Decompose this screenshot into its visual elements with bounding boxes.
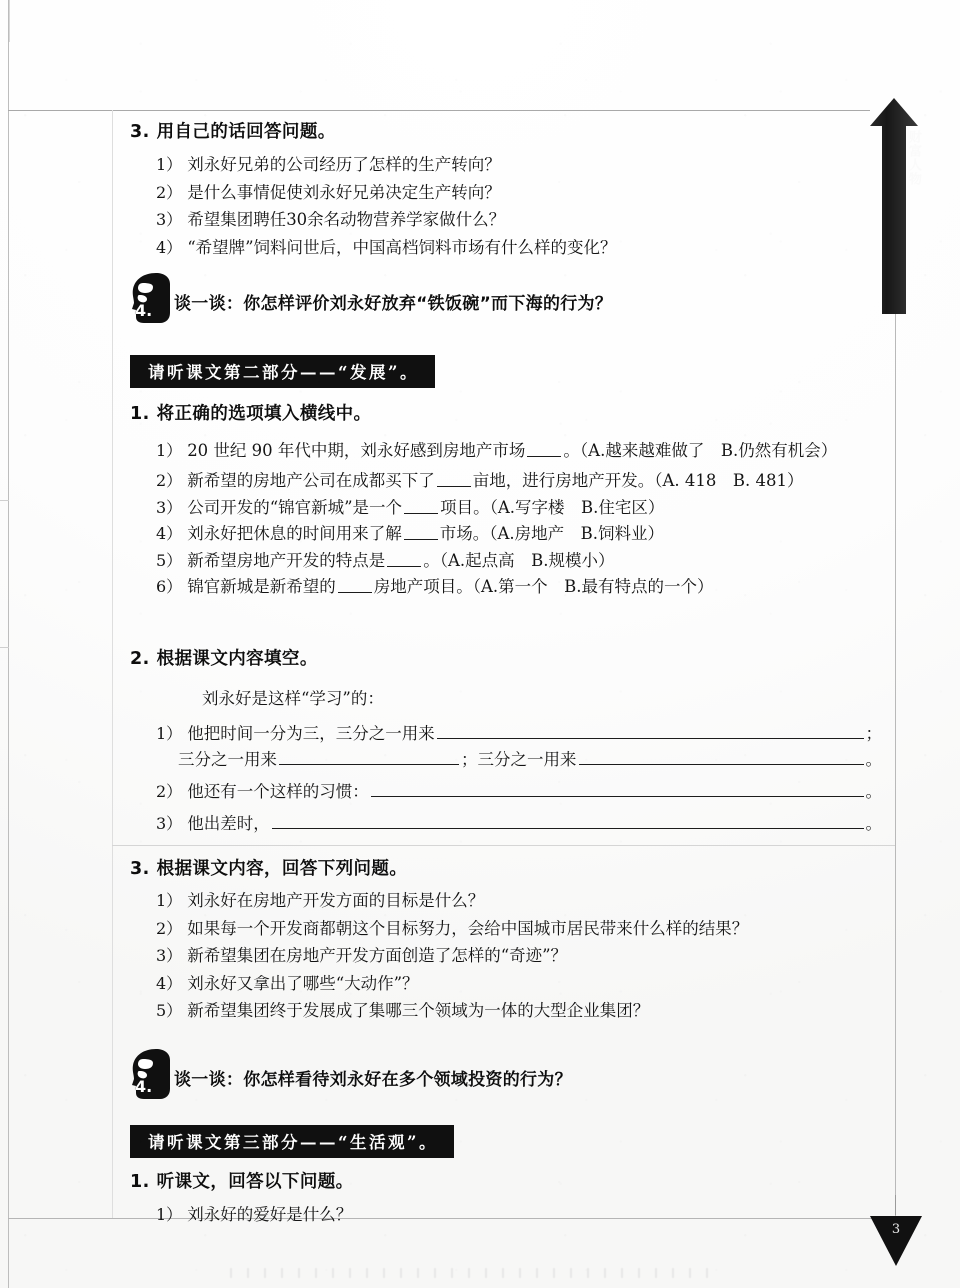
question-index: 3） [156,946,183,965]
task-answer-questions-title: 根据课文内容，回答下列问题。 [156,859,408,879]
page-number-marker [866,1212,926,1268]
task-fill-blank-heading [130,645,882,670]
listen-banner-part2: 请听课文第二部分——“发展”。 [130,355,435,388]
question-text: 希望集团聘任30余名动物营养学家做什么？ [187,210,506,229]
talk-prompt-2-question: 你怎样看待刘永好在多个领域投资的行为？ [243,1070,572,1090]
side-index-tab-label: 财富人物 [906,130,921,186]
task-answer-questions-number: 3. [130,859,150,879]
choice-text-pre: 20 世纪 90 年代中期，刘永好感到房地产市场 [187,441,526,460]
listen-banner-part2-wrap [130,355,435,388]
talk-prompt-1-question: 你怎样评价刘永好放弃“铁饭碗”而下海的行为？ [243,294,613,314]
fill-blank-item [156,780,882,800]
fill-blank-text: 他把时间一分为三，三分之一用来 [187,723,435,743]
scan-bottom-artifact [230,1268,710,1278]
answer-blank[interactable] [371,780,864,797]
task-fill-blank-title: 根据课文内容填空。 [156,649,318,669]
choice-text-post: 。（A.起点高 B.规模小） [423,550,615,570]
question-item [156,918,882,938]
choice-item [156,472,885,490]
fill-blank-mid: ；三分之一用来 [461,749,577,769]
question-index: 2） [156,918,183,938]
choice-index: 6） [156,577,183,597]
choice-text-post: 房地产项目。（A.第一个 B.最有特点的一个） [373,577,714,597]
task-own-words-heading [130,118,875,143]
talk-prompt-1 [126,272,612,320]
task-fill-blank-number: 2. [130,649,150,669]
choice-item [156,525,885,543]
margin-tick-lower [0,647,9,648]
listen-banner-part3: 请听课文第三部分——“生活观”。 [130,1125,454,1158]
task-fill-choice-heading [130,400,885,425]
choice-text-post: 市场。（A.房地产 B.饲料业） [439,524,664,544]
fill-blank-item [156,748,882,768]
question-text: 刘永好又拿出了哪些“大动作”？ [187,973,419,993]
task-fill-choice-title: 将正确的选项填入横线中。 [156,404,372,424]
task-fill-blank [130,645,882,833]
question-item [156,893,882,910]
choice-item [156,552,885,570]
choice-index: 5） [156,550,183,570]
choice-text-post: 。（A.越来越难做了 B.仍然有机会） [563,441,838,460]
question-text: 刘永好兄弟的公司经历了怎样的生产转向？ [187,155,501,174]
task-answer-questions [130,855,882,1020]
answer-blank[interactable] [404,499,438,514]
task-listen-answer [130,1168,882,1224]
head-profile-icon [126,1048,172,1100]
head-icon-number: 4. [135,301,153,320]
task-fill-choice-number: 1. [130,404,150,424]
choice-index: 2） [156,471,183,491]
question-index: 2） [156,182,183,202]
choice-text-pre: 锦官新城是新希望的 [187,577,336,597]
choice-text-post: 亩地，进行房地产开发。（A. 418 B. 481） [472,471,804,491]
question-text: 刘永好在房地产开发方面的目标是什么？ [187,891,485,910]
fill-blank-tail: 。 [865,814,882,834]
task-answer-questions-heading [130,855,882,880]
page-content [112,110,895,1224]
question-item [156,948,882,965]
choice-index: 1） [156,441,183,460]
question-text: 如果每一个开发商都朝这个目标努力，会给中国城市居民带来什么样的结果？ [187,918,749,938]
talk-prompt-1-text [174,289,612,320]
fill-blank-text: 三分之一用来 [178,749,277,769]
answer-blank[interactable] [338,578,372,593]
question-index: 1） [156,155,183,174]
fill-blank-index: 2） [156,782,183,802]
choice-item [156,438,885,463]
task-own-words-title: 用自己的话回答问题。 [156,122,336,142]
answer-blank[interactable] [404,525,438,540]
talk-prompt-1-label: 谈一谈： [174,294,244,314]
page-number-value: 3 [891,1222,901,1237]
answer-blank[interactable] [437,472,471,487]
task-own-words [130,118,875,256]
talk-prompt-2-label: 谈一谈： [174,1070,244,1090]
question-index: 3） [156,210,183,229]
choice-text-pre: 公司开发的“锦官新城”是一个 [187,497,403,517]
choice-item [156,499,885,517]
task-fill-choice [130,400,885,596]
fill-blank-index: 3） [156,814,183,834]
question-text: 新希望集团终于发展成了集哪三个领域为一体的大型企业集团？ [187,1001,650,1020]
page-frame-left-border-top-stub [9,0,10,42]
answer-blank[interactable] [279,748,459,765]
question-index: 4） [156,973,183,993]
question-index: 4） [156,237,183,257]
question-text: 是什么事情促使刘永好兄弟决定生产转向？ [187,182,501,202]
listen-banner-part3-wrap [130,1125,454,1158]
talk-prompt-2 [126,1048,572,1096]
task-listen-answer-number: 1. [130,1172,150,1192]
choice-item [156,578,885,596]
question-index: 1） [156,891,183,910]
answer-blank[interactable] [579,748,864,765]
fill-blank-text: 他出差时， [187,814,270,834]
fill-blank-lead: 刘永好是这样“学习”的： [202,689,384,708]
question-index: 5） [156,1001,183,1020]
fill-blank-text: 他还有一个这样的习惯： [187,782,369,802]
choice-text-post: 项目。（A.写字楼 B.住宅区） [440,497,665,517]
page-frame-left-border [8,0,9,1288]
question-item [156,157,875,174]
task-listen-answer-heading [130,1168,882,1193]
margin-tick-upper [0,500,9,501]
fill-blank-tail: 。 [865,782,882,802]
question-item [156,182,875,202]
head-icon-number: 4. [135,1077,153,1096]
answer-blank[interactable] [527,442,561,457]
task-own-words-number: 3. [130,122,150,142]
choice-index: 3） [156,497,183,517]
question-item [156,1003,882,1020]
task-listen-answer-title: 听课文，回答以下问题。 [156,1172,354,1192]
talk-prompt-2-text [174,1065,572,1096]
choice-text-pre: 刘永好把休息的时间用来了解 [187,524,402,544]
fill-blank-index: 1） [156,723,183,743]
question-text: 新希望集团在房地产开发方面创造了怎样的“奇迹”？ [187,946,568,965]
question-item [156,973,882,993]
answer-blank[interactable] [272,813,864,830]
fill-blank-tail: 。 [865,749,882,769]
question-item [156,237,875,257]
fill-blank-item [156,722,882,742]
question-item [156,212,875,229]
question-text: “希望牌”饲料问世后，中国高档饲料市场有什么样的变化？ [187,237,617,257]
head-profile-icon [126,272,172,324]
question-index: 1） [156,1205,183,1224]
question-item [156,1207,882,1224]
choice-index: 4） [156,524,183,544]
answer-blank[interactable] [437,722,864,739]
choice-text-pre: 新希望房地产开发的特点是 [187,550,386,570]
question-text: 刘永好的爱好是什么？ [187,1205,353,1224]
answer-blank[interactable] [387,552,421,567]
fill-blank-tail: ； [865,723,882,743]
choice-text-pre: 新希望的房地产公司在成都买下了 [187,471,435,491]
fill-blank-item [156,813,882,833]
